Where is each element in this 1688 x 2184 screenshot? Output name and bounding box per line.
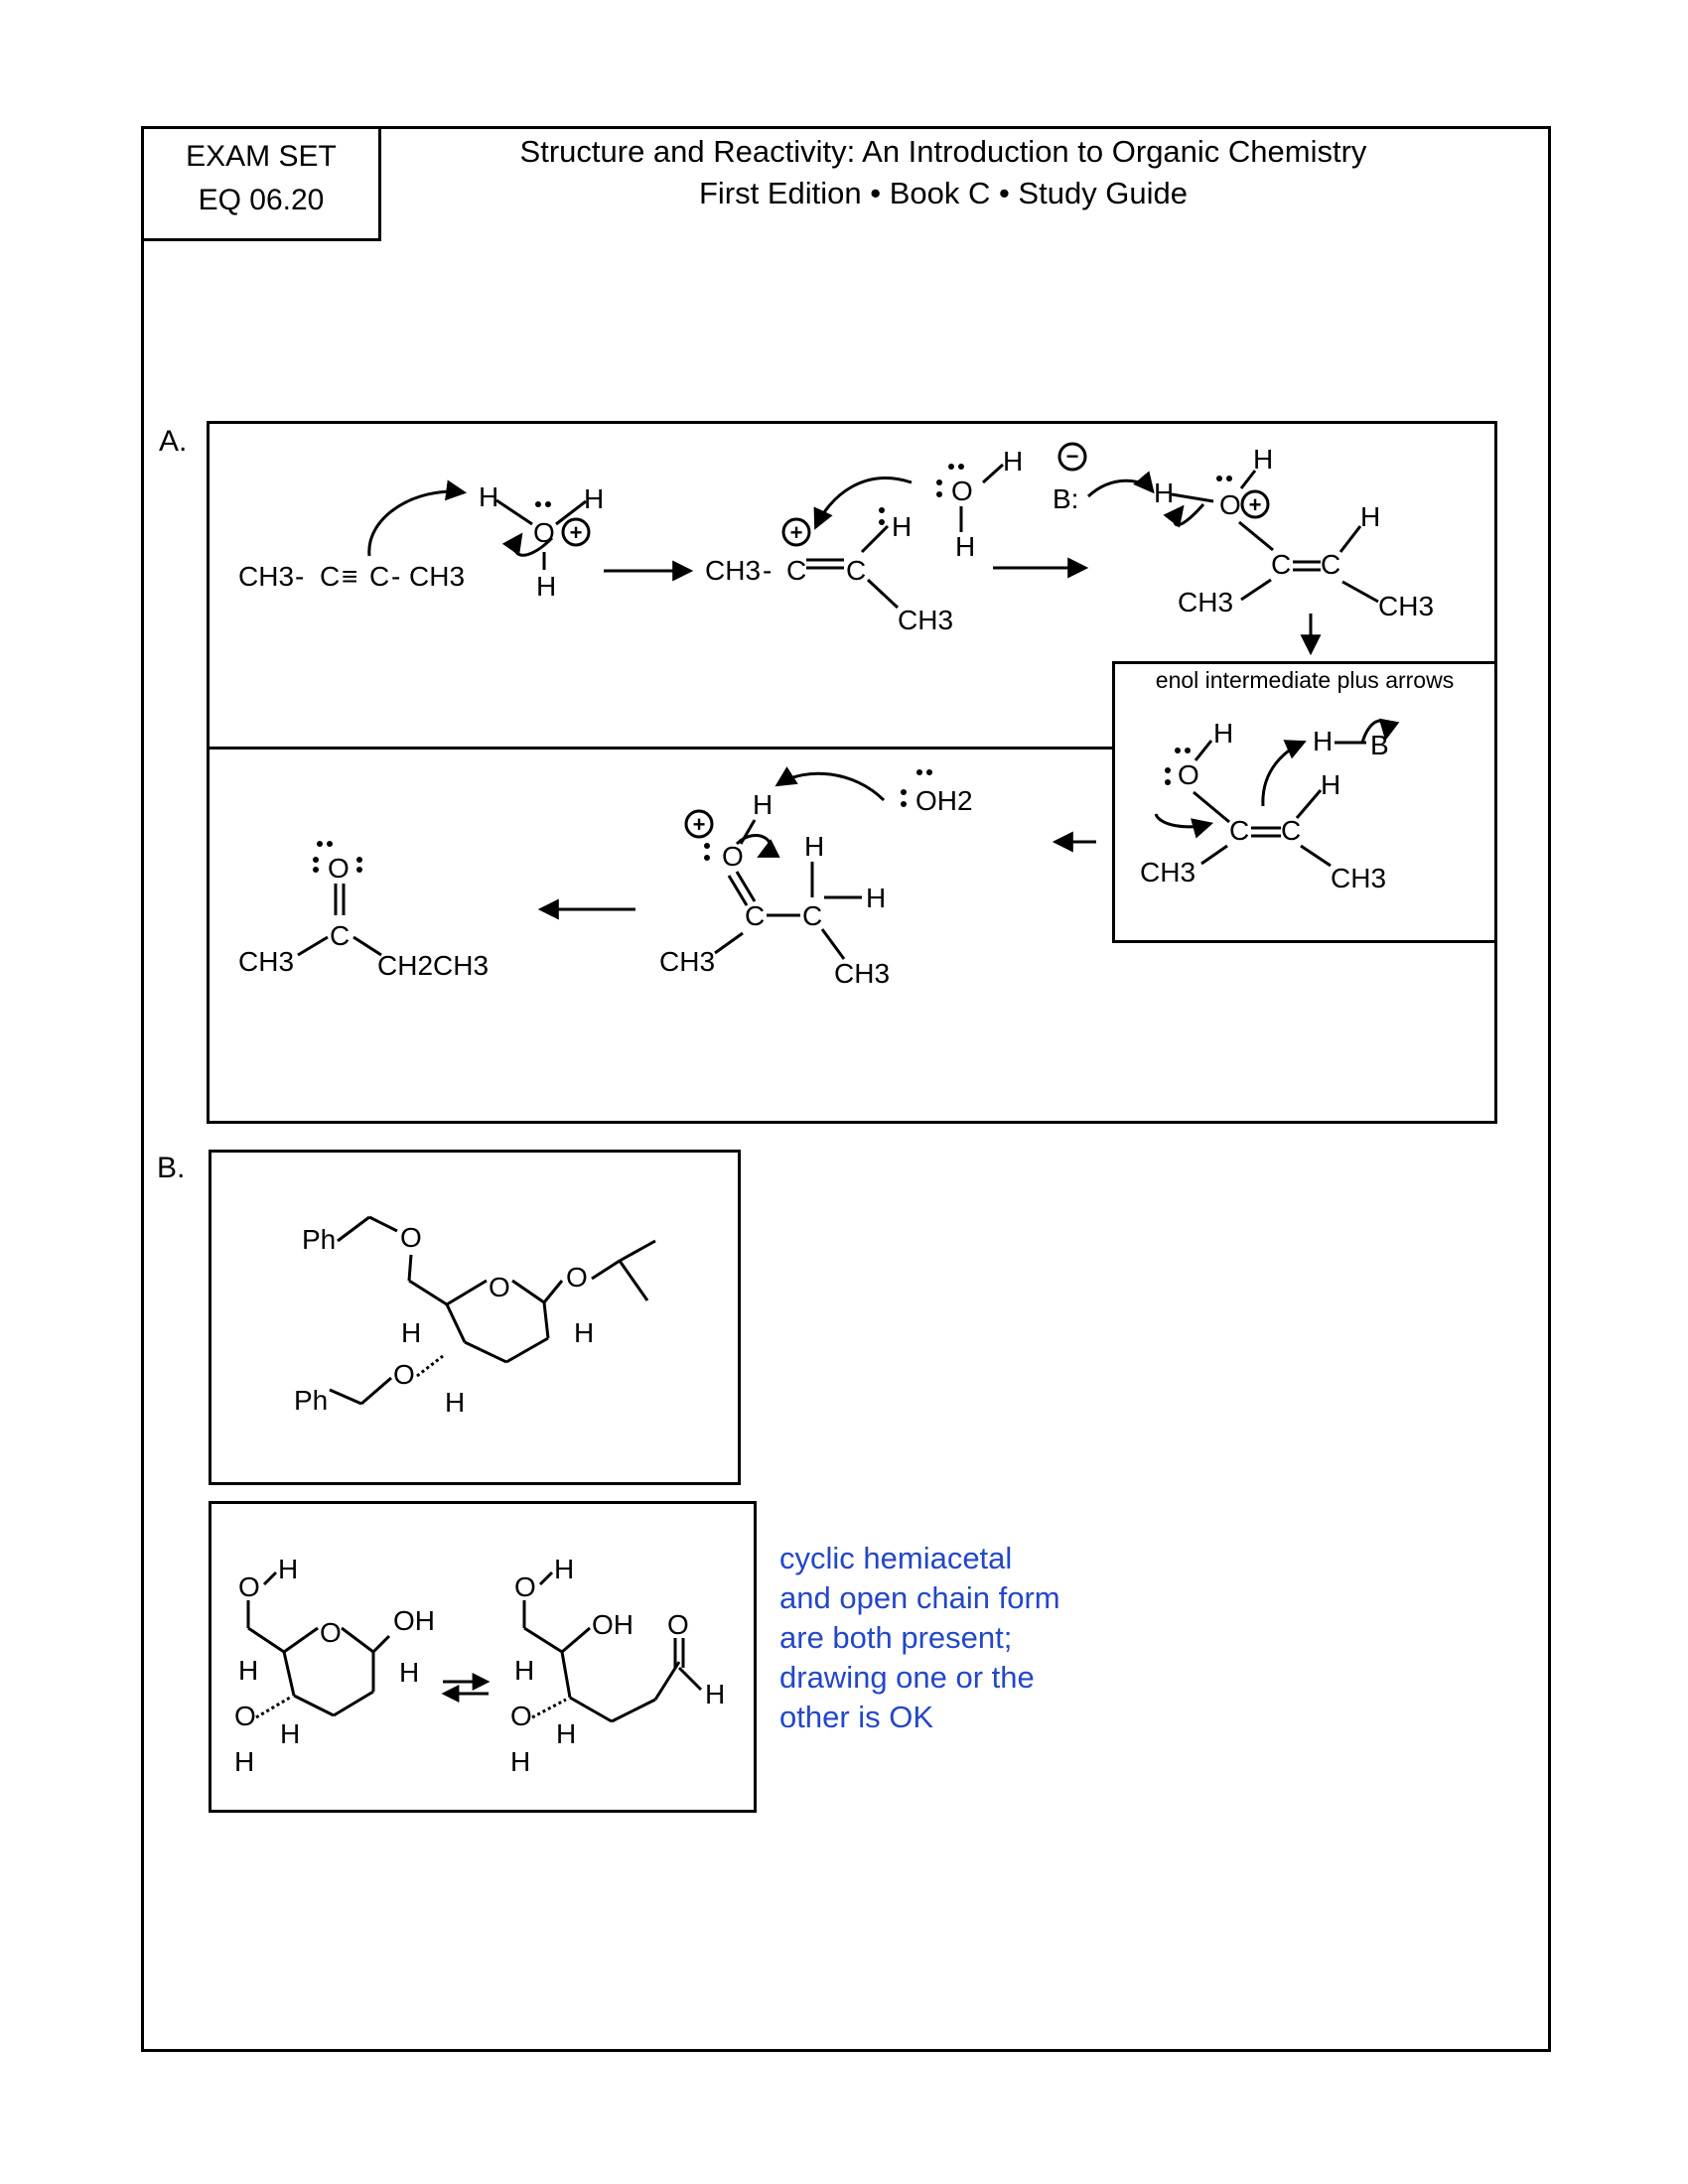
hemiacetal-o-bottom: O — [234, 1701, 256, 1731]
alpha-h-right: H — [866, 883, 887, 913]
ketone-ethyl: CH2CH3 — [377, 950, 490, 981]
enol-carbon-1: C — [1229, 815, 1250, 846]
hemiacetal-h-left: H — [238, 1655, 259, 1686]
hemiacetal-h-ring: H — [280, 1718, 301, 1749]
ketone-carbon: C — [330, 920, 351, 951]
alkyne-bond-left: - — [295, 561, 305, 592]
note-line-4: drawing one or the — [779, 1660, 1035, 1695]
part-a-label: A. — [159, 425, 188, 458]
hydronium-h-top-right: H — [584, 483, 605, 514]
oxonium-ch3-left: CH3 — [1178, 587, 1234, 617]
alkyne-bond-right: - — [391, 561, 401, 592]
acetal-ph-top: Ph — [302, 1224, 337, 1255]
cation-carbon-2: C — [846, 555, 867, 586]
cation-bond: - — [763, 555, 773, 586]
hemiacetal-h-top: H — [278, 1554, 299, 1584]
book-subtitle: First Edition • Book C • Study Guide — [698, 176, 1189, 210]
svg-text:+: + — [692, 812, 706, 837]
note-line-5: other is OK — [779, 1700, 934, 1734]
protonated-oh-h: H — [753, 789, 774, 820]
chain-o-bottom: O — [510, 1701, 532, 1731]
enol-carbon-2: C — [1281, 815, 1302, 846]
protonated-carbonyl-c: C — [745, 900, 766, 931]
base-b-enol: B — [1370, 730, 1389, 760]
alkyne-ch3-right: CH3 — [409, 561, 466, 592]
hemiacetal-note — [779, 1539, 1097, 1737]
svg-text:+: + — [1248, 492, 1262, 517]
oxonium-alkene-h: H — [1360, 501, 1381, 532]
chain-o-top: O — [514, 1571, 536, 1602]
chain-aldehyde-o: O — [667, 1609, 689, 1640]
water-oxygen: O — [951, 476, 973, 506]
svg-text:+: + — [569, 520, 583, 545]
oxonium-alkene-c2: C — [1321, 549, 1341, 580]
exam-question-number: EQ 06.20 — [198, 184, 325, 216]
chain-h-bottom: H — [510, 1746, 531, 1777]
base-b: B: — [1053, 483, 1079, 514]
acetal-h-right: H — [574, 1317, 595, 1348]
oxonium-ch3-right: CH3 — [1378, 591, 1435, 621]
protonated-alpha-c: C — [802, 900, 823, 931]
hemiacetal-h-bottom: H — [234, 1746, 255, 1777]
oxonium-oxygen: O — [1219, 489, 1241, 520]
protonated-ch3-left: CH3 — [659, 946, 716, 977]
hydronium-oxygen: O — [533, 517, 555, 548]
alkyne-ch3-left: CH3 — [238, 561, 295, 592]
cation-carbon-1: C — [786, 555, 807, 586]
chain-h-top: H — [554, 1554, 575, 1584]
chain-oh: OH — [592, 1609, 633, 1640]
acetal-ring-oxygen: O — [489, 1272, 510, 1302]
chain-aldehyde-h: H — [705, 1679, 726, 1709]
enol-ch3-left: CH3 — [1140, 857, 1196, 887]
alpha-h-top: H — [804, 831, 825, 862]
water-h-top: H — [1003, 446, 1024, 477]
hydronium-h-bottom: H — [536, 571, 557, 602]
hemiacetal-o-top: O — [238, 1571, 260, 1602]
open-chain-form — [510, 1554, 725, 1777]
protonated-oxygen: O — [722, 841, 744, 872]
cation-ch3-lower: CH3 — [898, 605, 954, 635]
note-line-3: are both present; — [779, 1620, 1013, 1655]
acetal-h-bottom: H — [445, 1387, 466, 1418]
alkyne-triple-bond: ≡ — [342, 561, 358, 592]
oxonium-alkene-c1: C — [1271, 549, 1292, 580]
acetal-h-left: H — [401, 1317, 422, 1348]
enol-oh-h: H — [1213, 718, 1234, 749]
svg-text:−: − — [1065, 444, 1079, 469]
enol-oxygen: O — [1178, 759, 1199, 790]
alkyne-carbon-1: C — [320, 561, 341, 592]
benzyl-protected-acetal — [294, 1222, 594, 1418]
acetal-ph-bottom: Ph — [294, 1385, 329, 1416]
cation-ch3: CH3 — [705, 555, 762, 586]
water-h-bottom: H — [955, 531, 976, 562]
oxonium-h-top: H — [1253, 444, 1274, 475]
acetal-o-bottom: O — [393, 1359, 415, 1390]
cation-h: H — [892, 511, 913, 542]
hemiacetal-ring-oxygen: O — [320, 1617, 342, 1648]
hemiacetal-h-right: H — [399, 1657, 420, 1688]
svg-text:+: + — [789, 520, 803, 545]
book-title: Structure and Reactivity: An Introduction to Organic Chemistry — [519, 134, 1367, 169]
chain-h-left: H — [514, 1655, 535, 1686]
hemiacetal-anomeric-oh: OH — [393, 1605, 435, 1636]
enol-intermediate-label: enol intermediate plus arrows — [1155, 667, 1455, 693]
protonated-ch3-right: CH3 — [834, 958, 891, 989]
enol-ch3-right: CH3 — [1331, 863, 1387, 893]
ketone-oxygen: O — [328, 853, 350, 884]
exam-set-label: EXAM SET — [186, 140, 337, 173]
enol-alkene-h: H — [1321, 769, 1341, 800]
chain-h-ring: H — [556, 1718, 577, 1749]
acetal-o-isopropyl: O — [566, 1262, 588, 1293]
part-b-label: B. — [157, 1152, 186, 1184]
part-b-bonds — [248, 1217, 701, 1721]
ketone-ch3: CH3 — [238, 946, 295, 977]
alkyne-carbon-2: C — [369, 561, 390, 592]
acetal-o-top: O — [400, 1222, 422, 1253]
base-h: H — [1313, 726, 1334, 756]
cyclic-hemiacetal — [234, 1554, 435, 1777]
note-line-2: and open chain form — [779, 1580, 1060, 1615]
oxonium-h-left: H — [1154, 478, 1175, 508]
note-line-1: cyclic hemiacetal — [779, 1541, 1013, 1575]
water-base: OH2 — [915, 785, 973, 816]
hydronium-h-top-left: H — [479, 481, 499, 512]
